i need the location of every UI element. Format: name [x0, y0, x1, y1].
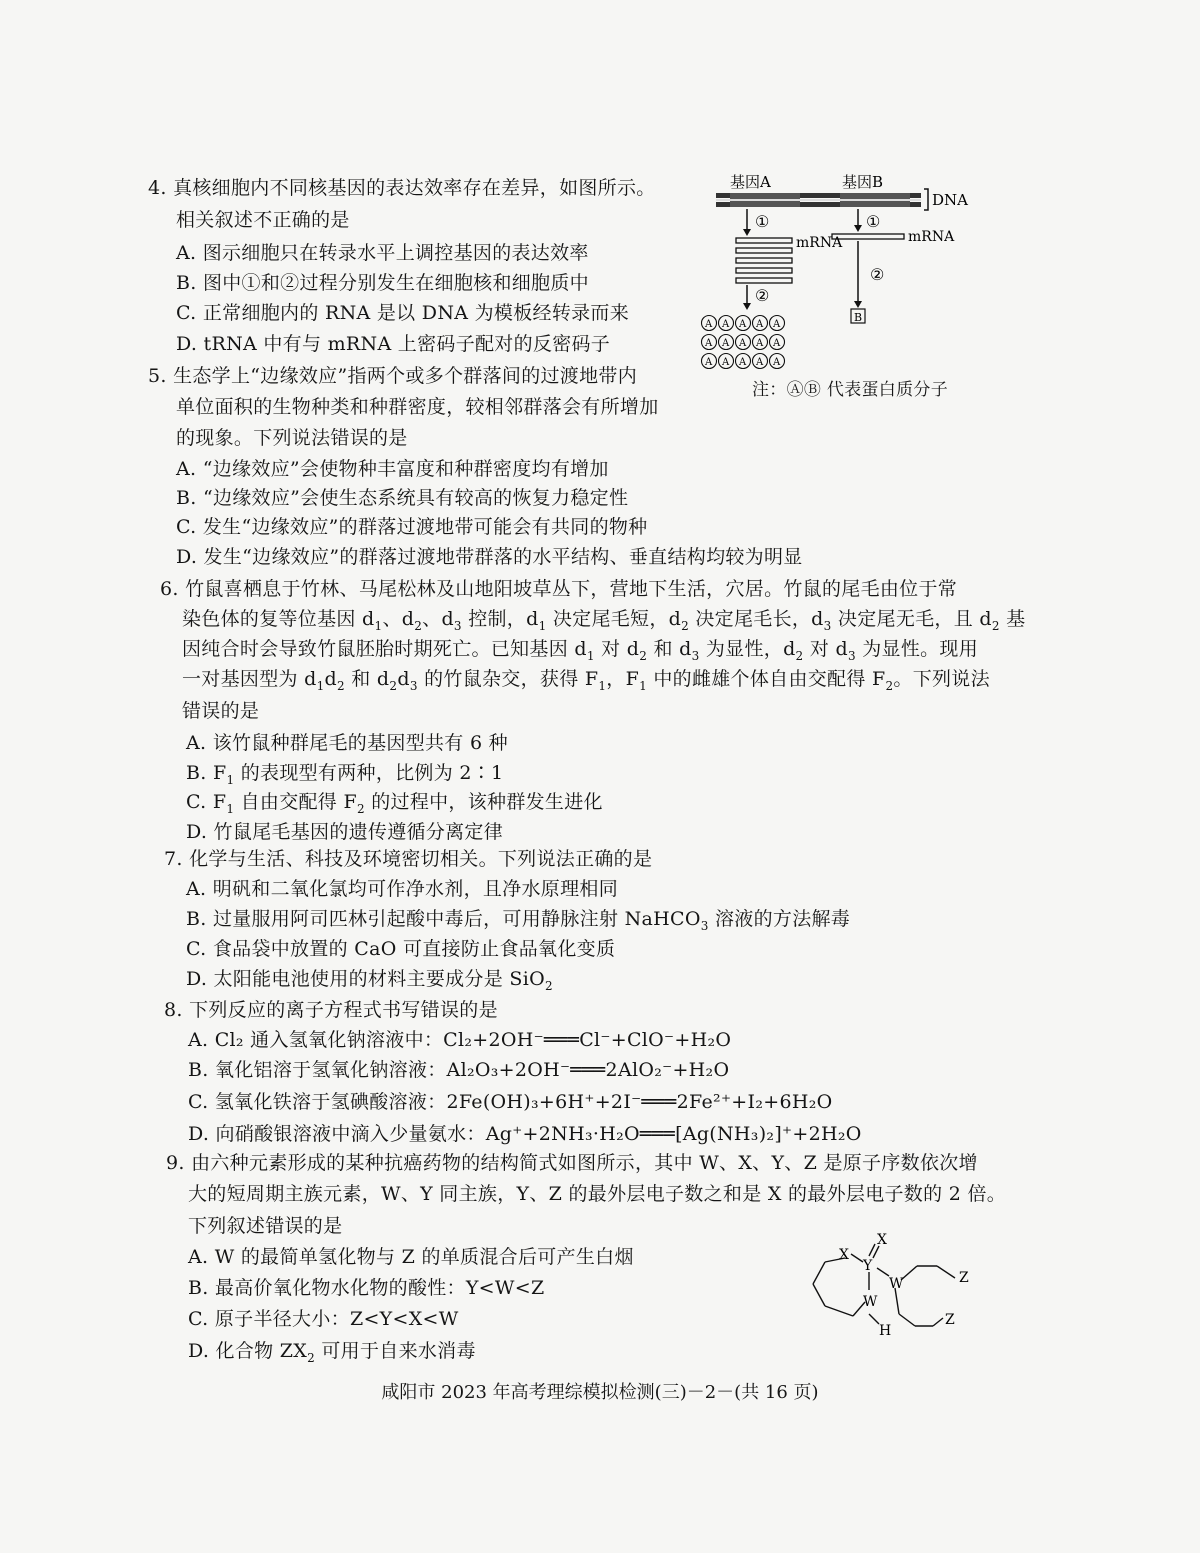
- q9-option-c: C. 原子半径大小：Z<Y<X<W: [188, 1308, 459, 1330]
- step2-label-b: ②: [870, 265, 885, 284]
- q4-option-b: B. 图中①和②过程分别发生在细胞核和细胞质中: [176, 272, 589, 294]
- mrna-label-b: mRNA: [908, 229, 955, 245]
- q5-option-a: A. “边缘效应”会使物种丰富度和种群密度均有增加: [176, 458, 609, 480]
- q7-option-b: B. 过量服用阿司匹林引起酸中毒后，可用静脉注射 NaHCO$_3$ 溶液的方法解毒: [186, 908, 851, 933]
- protein-a-letter: A: [705, 319, 713, 330]
- ring-bonds: [813, 1244, 955, 1326]
- q9-option-b: B. 最高价氧化物水化物的酸性：Y<W<Z: [188, 1277, 545, 1299]
- q4-stem-line2: 相关叙述不正确的是: [176, 209, 350, 231]
- step1-label-a: ①: [755, 212, 770, 231]
- figure-note: 注：ⒶⒷ 代表蛋白质分子: [752, 380, 949, 400]
- q8-stem: 8. 下列反应的离子方程式书写错误的是: [164, 999, 498, 1021]
- q6-option-a: A. 该竹鼠种群尾毛的基因型共有 6 种: [186, 732, 508, 754]
- q4-option-a: A. 图示细胞只在转录水平上调控基因的表达效率: [176, 242, 589, 264]
- step2-label-a: ②: [755, 286, 770, 305]
- q4-stem-line1: 4. 真核细胞内不同核基因的表达效率存在差异，如图所示。: [148, 177, 656, 199]
- protein-a-letter: A: [756, 357, 764, 368]
- q6-option-d: D. 竹鼠尾毛基因的遗传遵循分离定律: [186, 821, 504, 843]
- protein-a-letter: A: [705, 357, 713, 368]
- q7-option-d: D. 太阳能电池使用的材料主要成分是 SiO$_2$: [186, 968, 553, 993]
- atom-w-ring: W: [863, 1294, 878, 1310]
- q6-option-b: B. $F_1$ 的表现型有两种，比例为 2∶1: [186, 762, 504, 787]
- q7-option-c: C. 食品袋中放置的 CaO 可直接防止食品氧化变质: [186, 938, 616, 960]
- protein-a-letter: A: [722, 319, 730, 330]
- q7-stem: 7. 化学与生活、科技及环境密切相关。下列说法正确的是: [164, 848, 653, 870]
- protein-a-letter: A: [722, 357, 730, 368]
- q7-option-a: A. 明矾和二氧化氯均可作净水剂，且净水原理相同: [186, 878, 619, 900]
- protein-a-letter: A: [739, 338, 747, 349]
- q6-stem-line3: 因纯合时会导致竹鼠胚胎时期死亡。已知基因 $d_1$ 对 $d_2$ 和 $d_3$ 为显性，$d_2$ 对 $d_3$ 为显性。现用: [182, 638, 979, 663]
- q5-option-c: C. 发生“边缘效应”的群落过渡地带可能会有共同的物种: [176, 516, 648, 538]
- protein-a-letter: A: [739, 357, 747, 368]
- gene-expression-figure: [700, 165, 1000, 405]
- q5-stem-line1: 5. 生态学上“边缘效应”指两个或多个群落间的过渡地带内: [148, 365, 637, 387]
- q5-option-b: B. “边缘效应”会使生态系统具有较高的恢复力稳定性: [176, 487, 629, 509]
- mrna-stack-a: [736, 238, 792, 283]
- protein-a-letter: A: [739, 319, 747, 330]
- atom-h: H: [879, 1323, 892, 1339]
- q9-option-d: D. 化合物 $ZX_2$ 可用于自来水消毒: [188, 1340, 476, 1365]
- q9-option-a: A. W 的最简单氢化物与 Z 的单质混合后可产生白烟: [188, 1246, 634, 1268]
- mrna-b: [832, 234, 904, 239]
- q8-option-b: B. 氧化铝溶于氢氧化钠溶液：Al₂O₃+2OH⁻═══2AlO₂⁻+H₂O: [188, 1059, 730, 1081]
- q5-option-d: D. 发生“边缘效应”的群落过渡地带群落的水平结构、垂直结构均较为明显: [176, 546, 803, 568]
- protein-a-letter: A: [773, 357, 781, 368]
- atom-y: Y: [863, 1258, 873, 1274]
- gene-b-label: 基因B: [842, 173, 884, 191]
- protein-a-letter: A: [773, 338, 781, 349]
- protein-a-grid: [702, 316, 785, 369]
- protein-a-letter: A: [756, 338, 764, 349]
- q6-stem-line4: 一对基因型为 $d_1d_2$ 和 $d_2d_3$ 的竹鼠杂交，获得 $F_1$，$F_1$ 中的雌雄个体自由交配得 $F_2$。下列说法: [182, 668, 990, 693]
- dna-label: DNA: [932, 191, 968, 209]
- q9-stem-line3: 下列叙述错误的是: [188, 1215, 343, 1237]
- chemical-structure: [805, 1232, 995, 1347]
- q8-option-a: A. Cl₂ 通入氢氧化钠溶液中：Cl₂+2OH⁻═══Cl⁻+ClO⁻+H₂O: [188, 1029, 732, 1051]
- q6-option-c: C. $F_1$ 自由交配得 $F_2$ 的过程中，该种群发生进化: [186, 791, 603, 816]
- atom-z-upper: Z: [959, 1270, 969, 1286]
- protein-b-letter: B: [854, 311, 863, 324]
- protein-a-letter: A: [722, 338, 730, 349]
- q5-stem-line3: 的现象。下列说法错误的是: [176, 427, 408, 449]
- atom-w-chain: W: [889, 1276, 904, 1292]
- q8-option-c: C. 氢氧化铁溶于氢碘酸溶液：2Fe(OH)₃+6H⁺+2I⁻═══2Fe²⁺+I₂+6H₂O: [188, 1091, 833, 1113]
- step1-label-b: ①: [866, 212, 881, 231]
- q4-option-d: D. tRNA 中有与 mRNA 上密码子配对的反密码子: [176, 333, 611, 355]
- q6-stem-line2: 染色体的复等位基因 $d_1$、$d_2$、$d_3$ 控制，$d_1$ 决定尾毛短，$d_2$ 决定尾毛长，$d_3$ 决定尾无毛，且 $d_2$ 基: [182, 608, 1026, 633]
- q6-stem-line1: 6. 竹鼠喜栖息于竹林、马尾松林及山地阳坡草丛下，营地下生活，穴居。竹鼠的尾毛由位于常: [160, 578, 958, 600]
- protein-a-letter: A: [756, 319, 764, 330]
- gene-a-label: 基因A: [730, 173, 771, 191]
- protein-a-letter: A: [705, 338, 713, 349]
- q9-stem-line1: 9. 由六种元素形成的某种抗癌药物的结构简式如图所示，其中 W、X、Y、Z 是原子序数依次增: [166, 1152, 978, 1174]
- q8-option-d: D. 向硝酸银溶液中滴入少量氨水：Ag⁺+2NH₃·H₂O═══[Ag(NH₃)₂]⁺+2H₂O: [188, 1123, 862, 1145]
- q4-option-c: C. 正常细胞内的 RNA 是以 DNA 为模板经转录而来: [176, 302, 630, 324]
- q5-stem-line2: 单位面积的生物种类和种群密度，较相邻群落会有所增加: [176, 396, 659, 418]
- atom-z-lower: Z: [945, 1312, 955, 1328]
- atom-x-ring: X: [839, 1247, 849, 1263]
- mrna-label-a: mRNA: [796, 235, 843, 251]
- atom-x-double: X: [877, 1232, 887, 1248]
- protein-a-letter: A: [773, 319, 781, 330]
- page-footer: 咸阳市 2023 年高考理综模拟检测(三)－2－(共 16 页): [381, 1382, 819, 1403]
- q6-stem-line5: 错误的是: [182, 700, 260, 722]
- q9-stem-line2: 大的短周期主族元素，W、Y 同主族，Y、Z 的最外层电子数之和是 X 的最外层电子数的 2 倍。: [188, 1183, 1007, 1205]
